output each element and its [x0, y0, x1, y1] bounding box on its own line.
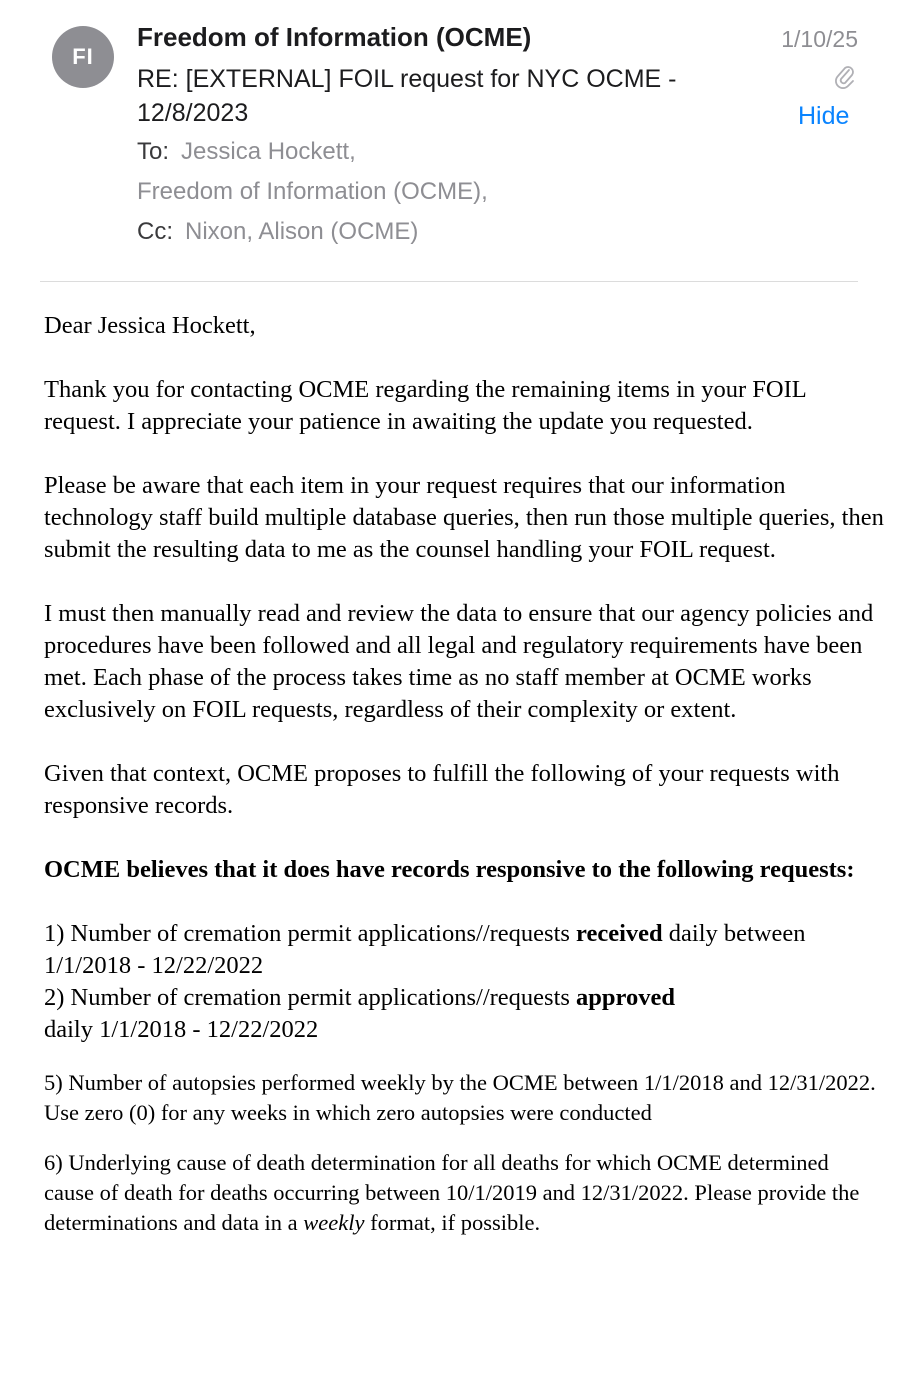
item-text: daily 1/1/2018 - 12/22/2022	[44, 1016, 319, 1043]
list-item	[44, 982, 884, 1046]
avatar[interactable]: FI	[52, 26, 114, 88]
paragraph: Please be aware that each item in your request requires that our information technology staff build multiple database queries, then run those multiple queries, then submit the resulting data to me as the counsel handling your FOIL request.	[44, 472, 884, 563]
item-text: daily between 1/1/2018 - 12/22/2022	[44, 920, 806, 979]
to-recipient[interactable]: Freedom of Information (OCME),	[137, 178, 488, 205]
header-divider	[40, 281, 858, 282]
item-emphasis: weekly	[303, 1210, 365, 1235]
to-label: To:	[137, 138, 170, 165]
bold-heading: OCME believes that it does have records responsive to the following requests:	[44, 856, 855, 883]
cc-row	[137, 218, 418, 246]
to-row	[137, 138, 356, 166]
list-item	[44, 1148, 884, 1238]
paperclip-icon[interactable]	[834, 64, 856, 90]
list-item	[44, 918, 884, 982]
paragraph: I must then manually read and review the data to ensure that our agency policies and procedures have been followed and all legal and regulatory requirements have been met. Each phase of the process takes time as no staff member at OCME works exclusively on FOIL requests, regardless of their complexity or extent.	[44, 600, 874, 723]
hide-details-button[interactable]: Hide	[798, 102, 850, 130]
cc-recipient[interactable]: Nixon, Alison (OCME)	[185, 218, 419, 245]
item-emphasis: approved	[576, 984, 675, 1011]
item-text: 2) Number of cremation permit applications//requests	[44, 984, 577, 1011]
email-date: 1/10/25	[781, 26, 858, 52]
greeting: Dear Jessica Hockett,	[44, 312, 256, 339]
item-text: format, if possible.	[364, 1210, 541, 1235]
paragraph: Given that context, OCME proposes to fulfill the following of your requests with responsive records.	[44, 760, 840, 819]
email-body	[44, 310, 884, 1238]
cc-label: Cc:	[137, 218, 173, 245]
email-header	[0, 0, 918, 282]
paragraph: Thank you for contacting OCME regarding the remaining items in your FOIL request. I appreciate your patience in awaiting the update you requested.	[44, 376, 806, 435]
sender-name[interactable]: Freedom of Information (OCME)	[137, 22, 532, 52]
item-text: 1) Number of cremation permit applications//requests	[44, 920, 577, 947]
item-text: 6) Underlying cause of death determination for all deaths for which OCME determined cause of death for deaths occurring between 10/1/2019 and 12/31/2022. Please provide the determinations and data in a	[44, 1150, 860, 1235]
to-recipient[interactable]: Jessica Hockett,	[181, 138, 356, 165]
email-subject: RE: [EXTERNAL] FOIL request for NYC OCME - 12/8/2023	[137, 65, 677, 127]
item-emphasis: received	[576, 920, 663, 947]
list-item: 5) Number of autopsies performed weekly by the OCME between 1/1/2018 and 12/31/2022. Use zero (0) for any weeks in which zero autopsies were conducted	[44, 1070, 876, 1125]
